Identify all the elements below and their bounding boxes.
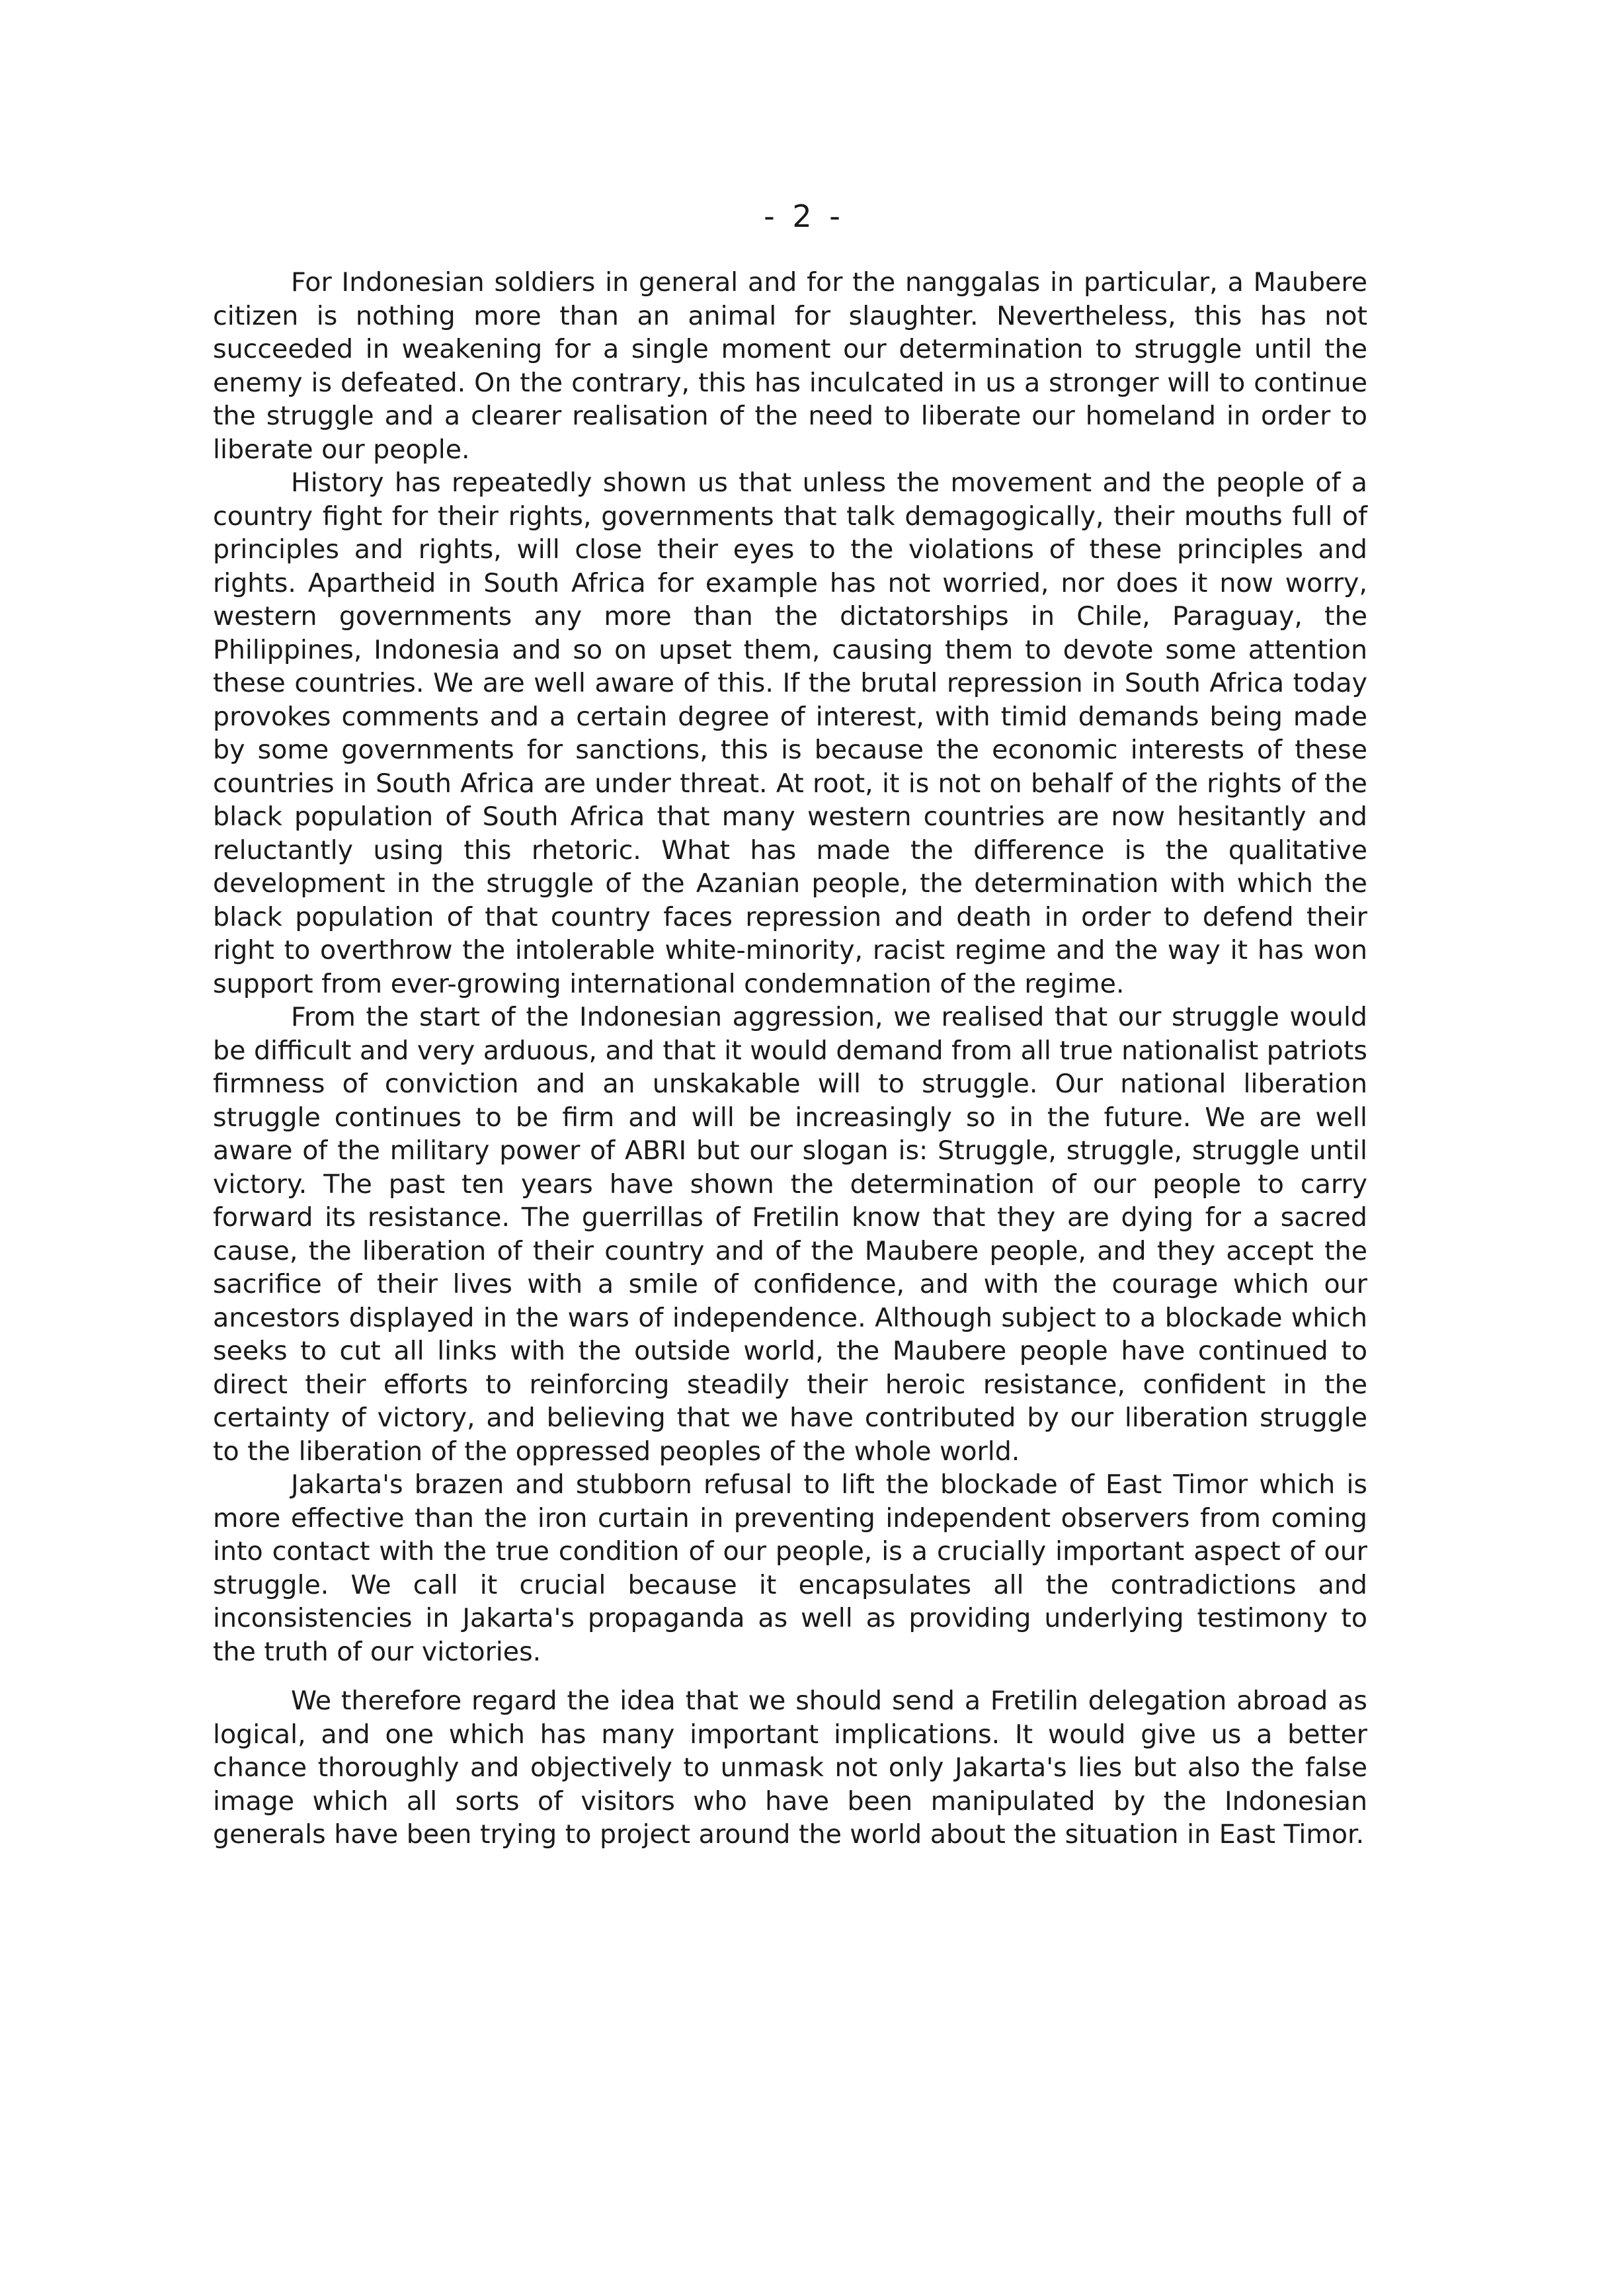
document-body — [213, 266, 1367, 1852]
paragraph-5: We therefore regard the idea that we should send a Fretilin delegation abroad as logical, and one which has many important implications. It would give us a better chance thoroughly and objectively to unmask not only Jakarta's lies but also the false image which all sorts of visitors who have been manipulated by the Indonesian generals have been trying to project around the world about the situation in East Timor. — [213, 1686, 1367, 1850]
page-number: - 2 - — [764, 198, 844, 234]
paragraph-1: For Indonesian soldiers in general and for the nanggalas in particular, a Maubere citizen is nothing more than an animal for slaughter. Nevertheless, this has not succeeded in weakening for a single moment our determination to struggle until the enemy is defeated. On the contrary, this has inculcated in us a stronger will to continue the struggle and a clearer realisation of the need to liberate our homeland in order to liberate our people. — [213, 267, 1367, 465]
paragraph-3: From the start of the Indonesian aggression, we realised that our struggle would be difficult and very arduous, and that it would demand from all true nationalist patriots firmness of conviction and an unskakable will to struggle. Our national liberation struggle continues to be firm and will be increasingly so in the future. We are well aware of the military power of ABRI but our slogan is: Struggle, struggle, struggle until victory. The past ten years have shown the determination of our people to carry forward its resistance. The guerrillas of Fretilin know that they are dying for a sacred cause, the liberation of their country and of the Maubere people, and they accept the sacrifice of their lives with a smile of confidence, and with the courage which our ancestors displayed in the wars of independence. Although subject to a blockade which seeks to cut all links with the outside world, the Maubere people have continued to direct their efforts to reinforcing steadily their heroic resistance, confident in the certainty of victory, and believing that we have contributed by our liberation struggle to the liberation of the oppressed peoples of the whole world. — [213, 1002, 1367, 1467]
paragraph-2: History has repeatedly shown us that unless the movement and the people of a country fight for their rights, governments that talk demagogically, their mouths full of principles and rights, will close their eyes to the violations of these principles and rights. Apartheid in South Africa for example has not worried, nor does it now worry, western governments any more than the dictatorships in Chile, Paraguay, the Philippines, Indonesia and so on upset them, causing them to devote some attention these countries. We are well aware of this. If the brutal repression in South Africa today provokes comments and a certain degree of interest, with timid demands being made by some governments for sanctions, this is because the economic interests of these countries in South Africa are under threat. At root, it is not on behalf of the rights of the black population of South Africa that many western countries are now hesitantly and reluctantly using this rhetoric. What has made the difference is the qualitative development in the struggle of the Azanian people, the determination with which the black population of that country faces repression and death in order to defend their right to overthrow the intolerable white-minority, racist regime and the way it has won support from ever-growing international condemnation of the regime. — [213, 468, 1367, 999]
paragraph-4: Jakarta's brazen and stubborn refusal to lift the blockade of East Timor which is more effective than the iron curtain in preventing independent observers from coming into contact with the true condition of our people, is a crucially important aspect of our struggle. We call it crucial because it encapsulates all the contradictions and inconsistencies in Jakarta's propaganda as well as providing underlying testimony to the truth of our victories. — [213, 1469, 1367, 1667]
